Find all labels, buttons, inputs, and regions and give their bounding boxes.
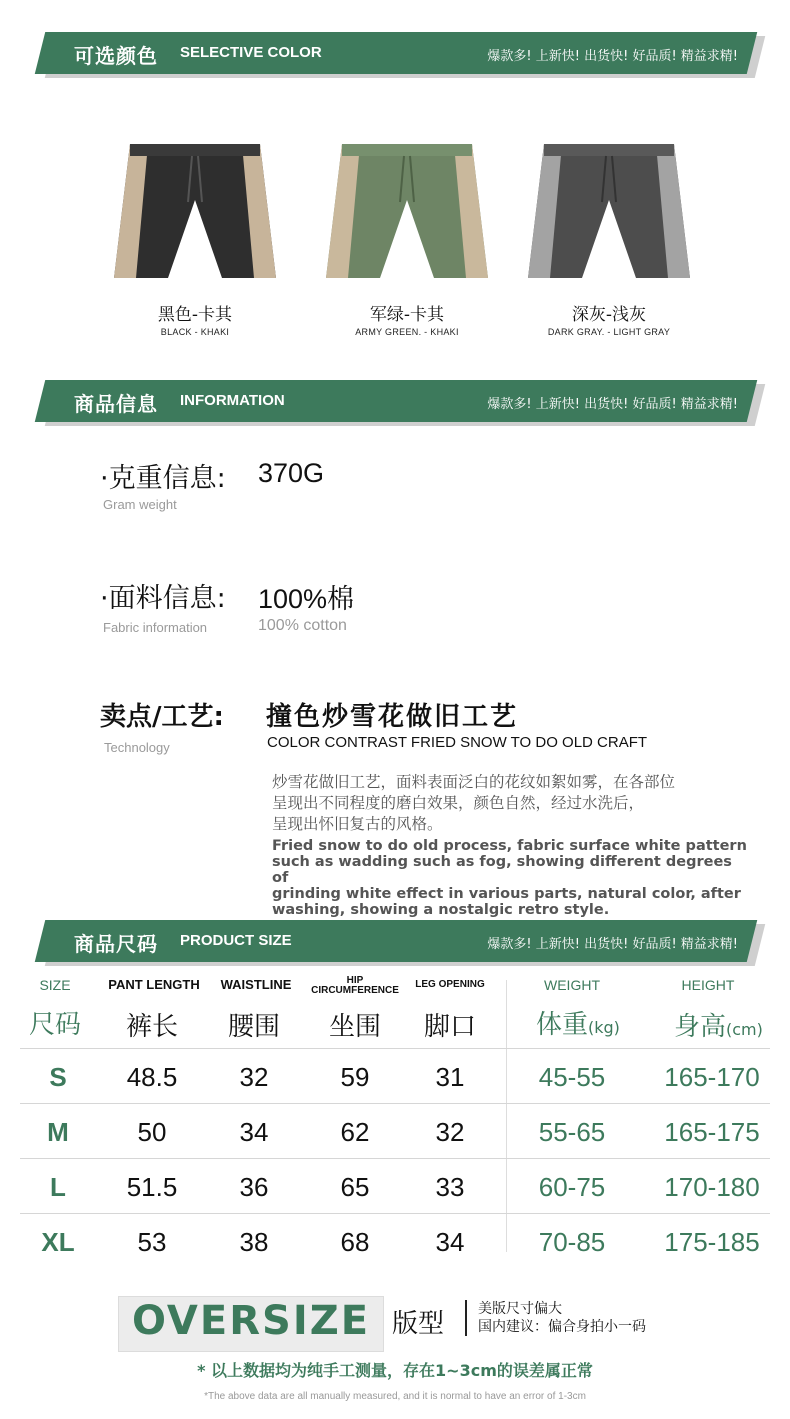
swatch-name-cn: 黑色-卡其 bbox=[157, 305, 233, 325]
fabric-label-en: Fabric information bbox=[103, 620, 208, 635]
height-cell: 175-185 bbox=[664, 1227, 760, 1257]
fit-type-label: 版型 bbox=[392, 1309, 445, 1339]
fabric-value: 100%棉 bbox=[258, 584, 355, 614]
waistline-cell: 36 bbox=[239, 1172, 269, 1202]
pant-length-cell: 53 bbox=[137, 1227, 167, 1257]
header-leg-opening-en: LEG OPENING bbox=[415, 979, 485, 990]
shorts-army-green-khaki-image bbox=[322, 138, 492, 288]
header-height-cn bbox=[660, 1006, 786, 1043]
height-unit: (cm) bbox=[726, 1020, 763, 1039]
desc-cn-line: 呈现出不同程度的磨白效果，颜色自然，经过水洗后， bbox=[272, 794, 645, 812]
waistline-cell: 38 bbox=[239, 1227, 269, 1257]
waistline-cell: 32 bbox=[239, 1062, 269, 1092]
pant-length-cell: 48.5 bbox=[126, 1062, 178, 1092]
leg-opening-cell: 32 bbox=[435, 1117, 465, 1147]
shorts-dark-gray-light-gray-image bbox=[524, 138, 694, 288]
oversize-label: OVERSIZE bbox=[132, 1298, 371, 1344]
fit-note-2: 国内建议：偏合身拍小一码 bbox=[478, 1319, 646, 1335]
header-waistline-en: WAISTLINE bbox=[220, 977, 292, 992]
information-banner bbox=[40, 380, 760, 424]
header-leg-opening-cn: 脚口 bbox=[423, 1012, 476, 1042]
height-cn-text: 身高 bbox=[674, 1012, 727, 1042]
swatch-army-green-khaki[interactable] bbox=[322, 138, 492, 337]
desc-en-line: washing, showing a nostalgic retro style. bbox=[272, 902, 610, 918]
banner-title-cn: 可选颜色 bbox=[74, 44, 158, 68]
size-cell: XL bbox=[41, 1227, 75, 1257]
banner-title-en: INFORMATION bbox=[180, 392, 285, 409]
weight-label-en: Gram weight bbox=[103, 497, 177, 512]
banner-title-cn: 商品尺码 bbox=[74, 932, 158, 956]
weight-label: ·克重信息: bbox=[100, 463, 226, 494]
desc-en-line: grinding white effect in various parts, natural color, after bbox=[272, 886, 741, 902]
header-hip-cn: 坐围 bbox=[328, 1012, 381, 1042]
craft-label-en: Technology bbox=[104, 740, 170, 755]
size-cell: M bbox=[47, 1117, 69, 1147]
header-waistline-cn: 腰围 bbox=[227, 1012, 280, 1042]
row-divider bbox=[20, 1048, 770, 1049]
hip-cell: 59 bbox=[340, 1062, 370, 1092]
desc-en-line: Fried snow to do old process, fabric surface white pattern bbox=[272, 838, 747, 854]
fit-divider bbox=[465, 1300, 467, 1336]
hip-cell: 62 bbox=[340, 1117, 370, 1147]
size-cell: L bbox=[50, 1172, 66, 1202]
weight-value: 370G bbox=[258, 458, 325, 488]
table-column-divider bbox=[506, 980, 507, 1252]
pant-length-cell: 51.5 bbox=[126, 1172, 178, 1202]
swatch-dark-gray-light-gray[interactable] bbox=[524, 138, 694, 337]
banner-slogan: 爆款多! 上新快! 出货快! 好品质! 精益求精! bbox=[487, 397, 738, 412]
banner-slogan: 爆款多! 上新快! 出货快! 好品质! 精益求精! bbox=[487, 49, 738, 64]
leg-opening-cell: 33 bbox=[435, 1172, 465, 1202]
fabric-label: ·面料信息: bbox=[100, 583, 226, 614]
craft-label: 卖点/工艺: bbox=[100, 702, 224, 732]
waistline-cell: 34 bbox=[239, 1117, 269, 1147]
craft-value: 撞色炒雪花做旧工艺 bbox=[266, 702, 519, 732]
weight-cell: 70-85 bbox=[538, 1227, 606, 1257]
fabric-value-en: 100% cotton bbox=[258, 617, 347, 634]
header-weight-cn bbox=[520, 1004, 644, 1041]
weight-unit: (kg) bbox=[588, 1018, 620, 1037]
row-divider bbox=[20, 1103, 770, 1104]
height-cell: 165-170 bbox=[664, 1062, 760, 1092]
desc-cn-line: 炒雪花做旧工艺，面料表面泛白的花纹如絮如雾，在各部位 bbox=[272, 773, 676, 791]
weight-cell: 60-75 bbox=[538, 1172, 606, 1202]
measurement-note-cn: * 以上数据均为纯手工测量，存在1~3cm的误差属正常 bbox=[197, 1361, 593, 1380]
pant-length-cell: 50 bbox=[137, 1117, 167, 1147]
banner-title-cn: 商品信息 bbox=[74, 392, 158, 416]
swatch-name-cn: 军绿-卡其 bbox=[369, 305, 445, 325]
shorts-waistband bbox=[130, 144, 260, 156]
leg-opening-cell: 34 bbox=[435, 1227, 465, 1257]
banner-title-en: PRODUCT SIZE bbox=[180, 932, 292, 949]
desc-cn-line: 呈现出怀旧复古的风格。 bbox=[272, 815, 443, 833]
swatch-name-cn: 深灰-浅灰 bbox=[571, 305, 647, 325]
height-cell: 170-180 bbox=[664, 1172, 760, 1202]
header-hip-en: HIP bbox=[346, 975, 364, 986]
size-cell: S bbox=[49, 1062, 67, 1092]
banner-slogan: 爆款多! 上新快! 出货快! 好品质! 精益求精! bbox=[487, 937, 738, 952]
height-cell: 165-175 bbox=[664, 1117, 760, 1147]
swatch-name-en: DARK GRAY. - LIGHT GRAY bbox=[547, 327, 671, 337]
hip-cell: 68 bbox=[340, 1227, 370, 1257]
hip-cell: 65 bbox=[340, 1172, 370, 1202]
header-size-en: SIZE bbox=[39, 977, 71, 993]
shorts-waistband bbox=[544, 144, 674, 156]
swatch-name-en: ARMY GREEN. - KHAKI bbox=[355, 327, 459, 337]
shorts-black-khaki-image bbox=[110, 138, 280, 288]
desc-en-line: such as wadding such as fog, showing different degrees of bbox=[272, 854, 732, 886]
header-circumference-en: CIRCUMFERENCE bbox=[311, 985, 399, 996]
row-divider bbox=[20, 1213, 770, 1214]
measurement-note-en: *The above data are all manually measured, and it is normal to have an error of 1-3cm bbox=[204, 1391, 586, 1402]
header-size-cn: 尺码 bbox=[28, 1010, 81, 1040]
product-size-banner bbox=[40, 920, 760, 964]
header-height-en: HEIGHT bbox=[681, 977, 735, 993]
header-pant-length-cn: 裤长 bbox=[125, 1012, 178, 1042]
craft-description-en bbox=[272, 838, 752, 918]
craft-description-cn bbox=[272, 772, 752, 835]
selective-color-banner bbox=[40, 32, 760, 76]
craft-value-en: COLOR CONTRAST FRIED SNOW TO DO OLD CRAFT bbox=[267, 734, 648, 751]
weight-cell: 45-55 bbox=[538, 1062, 606, 1092]
swatch-black-khaki[interactable] bbox=[110, 138, 280, 337]
weight-cn-text: 体重 bbox=[536, 1010, 589, 1040]
row-divider bbox=[20, 1158, 770, 1159]
fit-note-1: 美版尺寸偏大 bbox=[478, 1301, 562, 1317]
leg-opening-cell: 31 bbox=[435, 1062, 465, 1092]
weight-cell: 55-65 bbox=[538, 1117, 606, 1147]
swatch-name-en: BLACK - KHAKI bbox=[160, 327, 230, 337]
header-weight-en: WEIGHT bbox=[544, 977, 600, 993]
banner-title-en: SELECTIVE COLOR bbox=[180, 44, 322, 61]
header-pant-length-en: PANT LENGTH bbox=[108, 977, 200, 992]
shorts-waistband bbox=[342, 144, 472, 156]
